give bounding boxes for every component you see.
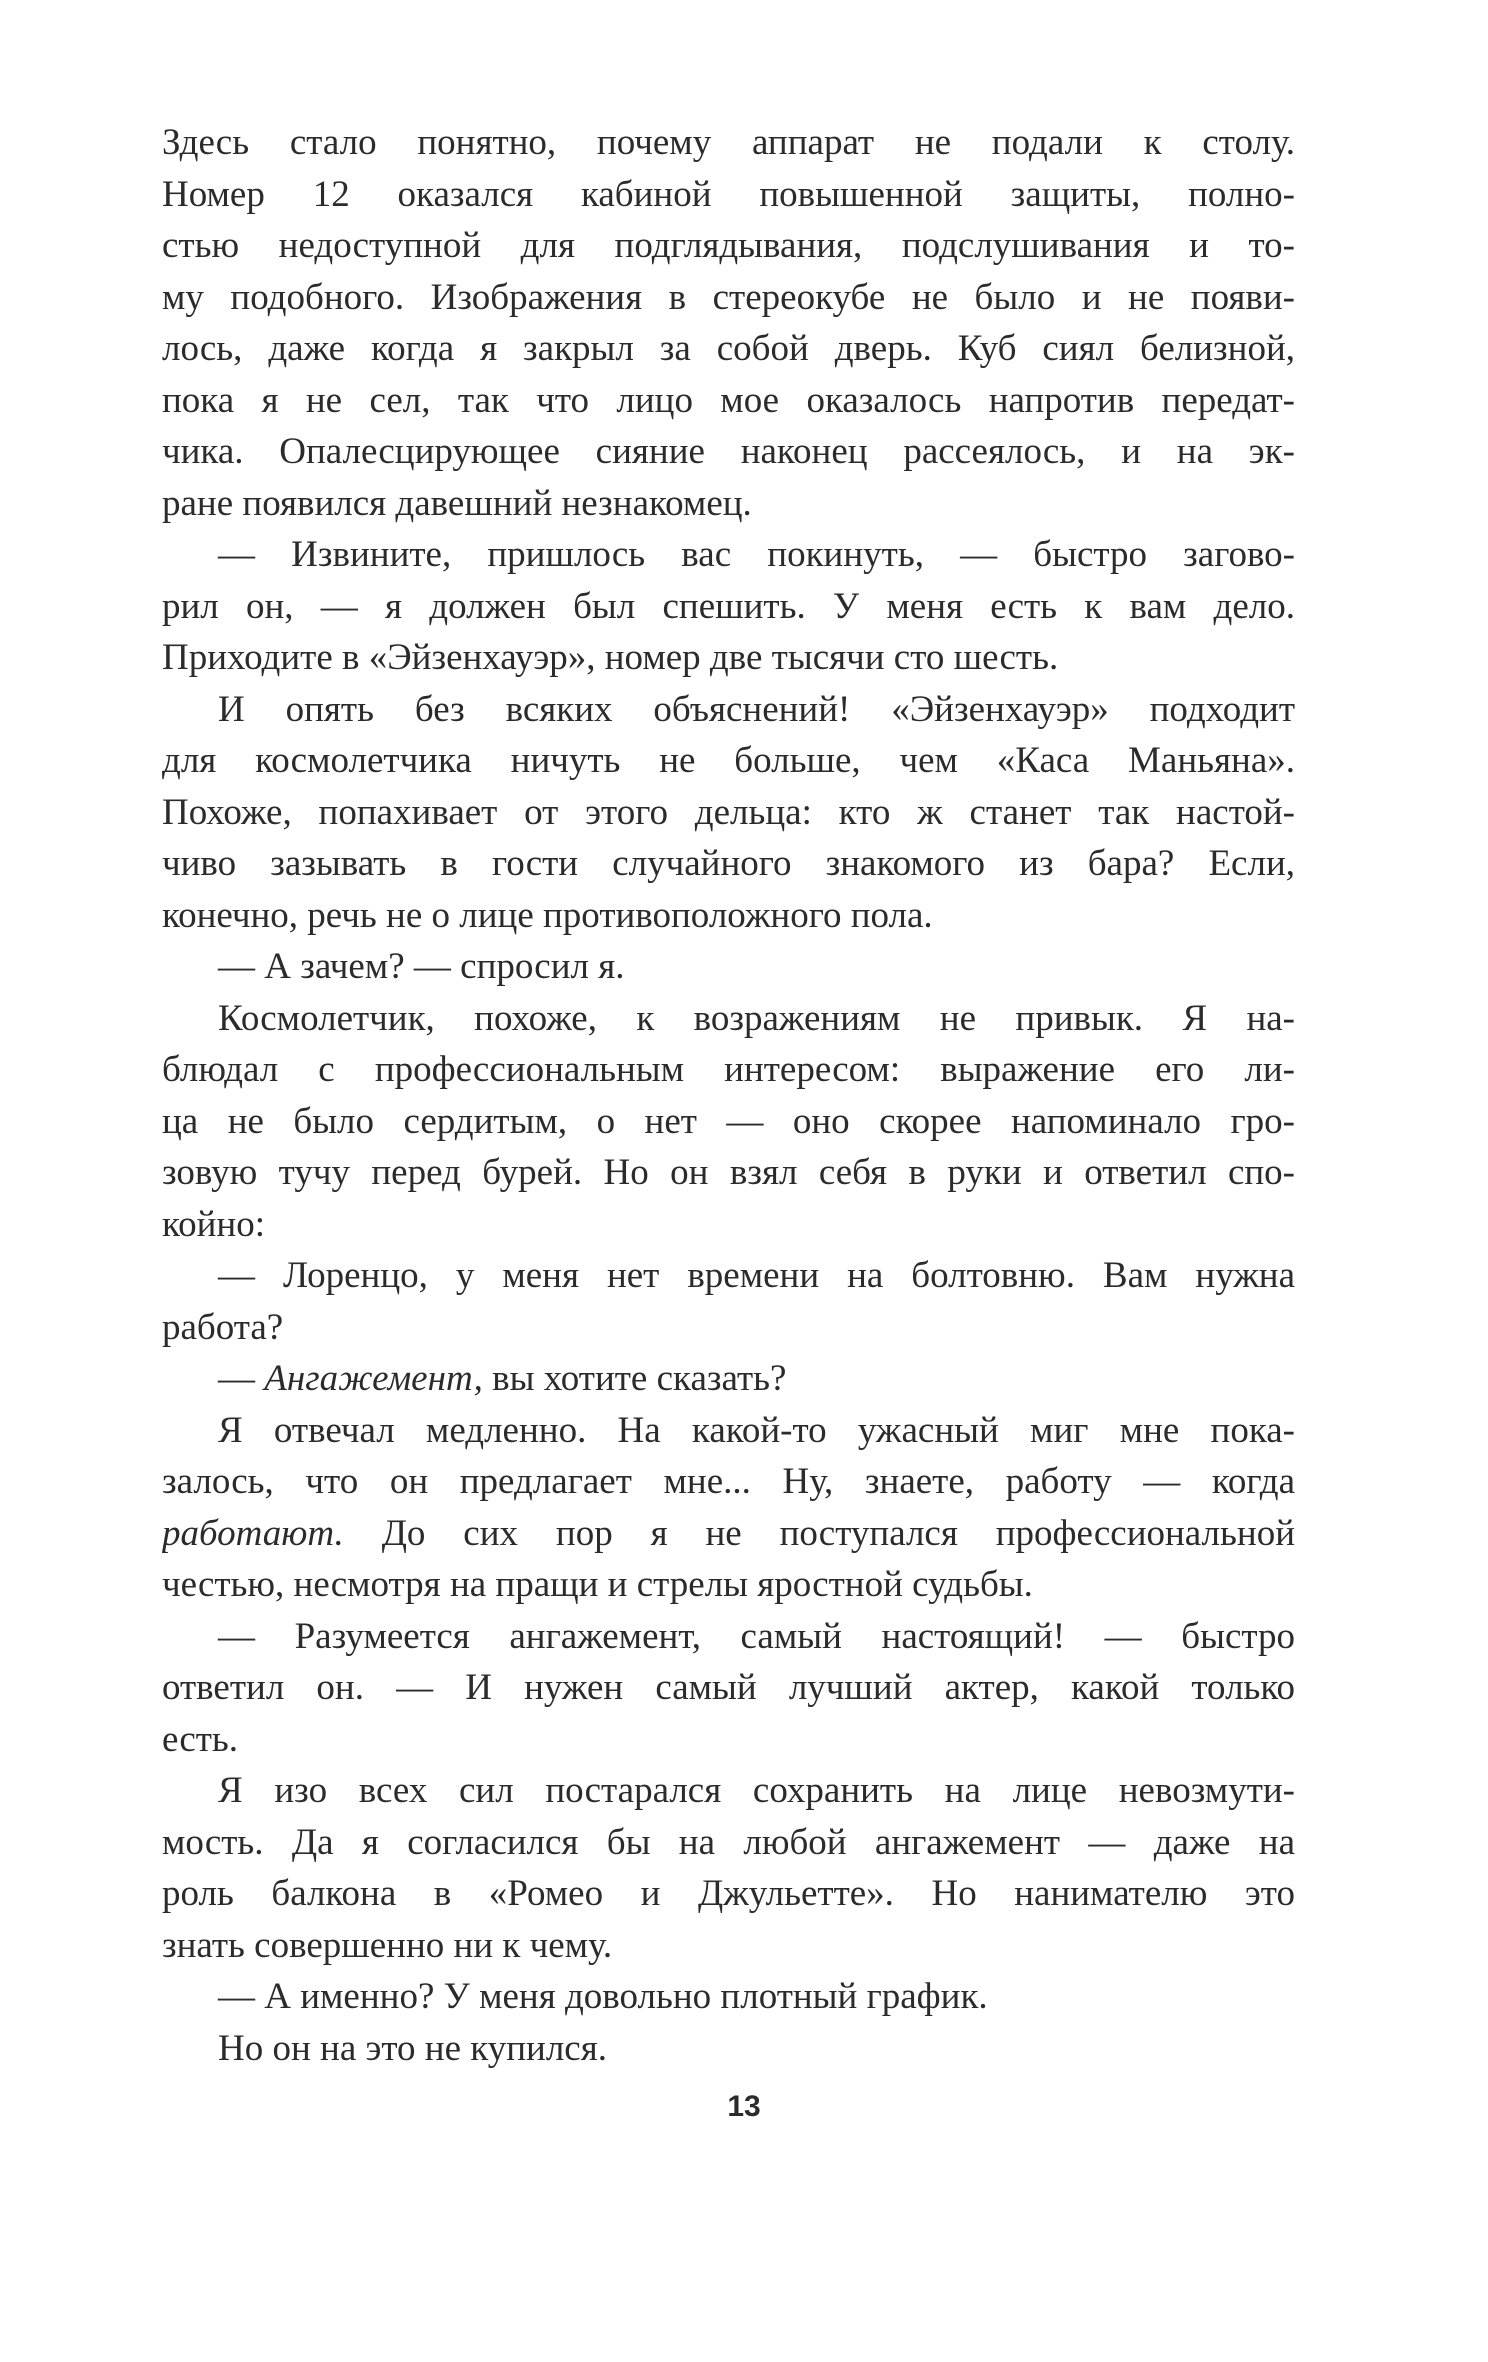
- paragraph: [162, 529, 1295, 684]
- emphasis: Ангажемент,: [264, 1358, 483, 1399]
- text-line: — Лоренцо, у меня нет времени на болтовню. Вам нужна: [218, 1255, 1295, 1296]
- text-line: конечно, речь не о лице противоположного пола.: [162, 894, 933, 936]
- text-line: Номер 12 оказался кабиной повышенной защиты, полно-: [162, 173, 1295, 215]
- text-block: [162, 117, 1295, 2074]
- paragraph: [162, 1611, 1295, 1766]
- text-line: — А зачем? — спросил я.: [218, 946, 625, 987]
- text-line: работают. До сих пор я не поступался профессиональной: [162, 1512, 1295, 1554]
- text-line: му подобного. Изображения в стереокубе не было и не появи-: [162, 276, 1295, 318]
- text-line: чиво зазывать в гости случайного знакомого из бара? Если,: [162, 843, 1295, 884]
- paragraph: [162, 1250, 1295, 1353]
- paragraph: [162, 1353, 1295, 1405]
- text-line: есть.: [162, 1718, 239, 1760]
- text-line: — Разумеется ангажемент, самый настоящий! — быстро: [218, 1615, 1295, 1657]
- text-line: Здесь стало понятно, почему аппарат не подали к столу.: [162, 122, 1295, 163]
- text-line: — Извините, пришлось вас покинуть, — быстро загово-: [218, 534, 1295, 575]
- paragraph: [162, 1971, 1295, 2023]
- text-line: Приходите в «Эйзенхауэр», номер две тысячи сто шесть.: [162, 637, 1059, 678]
- paragraph: [162, 993, 1295, 1251]
- paragraph: [162, 2023, 1295, 2075]
- text-line: лось, даже когда я закрыл за собой дверь. Куб сиял белизной,: [162, 328, 1295, 369]
- text-line: Похоже, попахивает от этого дельца: кто ж станет так настой-: [162, 791, 1295, 833]
- text-line: пока я не сел, так что лицо мое оказалось напротив передат-: [162, 379, 1295, 421]
- paragraph: [162, 941, 1295, 993]
- text-line: Но он на это не купился.: [218, 2027, 607, 2069]
- page-number: 13: [727, 2090, 761, 2123]
- text-line: И опять без всяких объяснений! «Эйзенхауэр» подходит: [218, 688, 1295, 730]
- text-line: Космолетчик, похоже, к возражениям не привык. Я на-: [218, 997, 1295, 1039]
- text-line: ца не было сердитым, о нет — оно скорее напоминало гро-: [162, 1100, 1295, 1142]
- text-line: Я изо всех сил постарался сохранить на лице невозмути-: [218, 1770, 1295, 1811]
- text-line: мость. Да я согласился бы на любой ангажемент — даже на: [162, 1821, 1295, 1863]
- text-line: рил он, — я должен был спешить. У меня есть к вам дело.: [162, 585, 1295, 627]
- text-line: для космолетчика ничуть не больше, чем «Каса Маньяна».: [162, 740, 1295, 781]
- text-line: — Ангажемент, вы хотите сказать?: [218, 1358, 787, 1399]
- paragraph: [162, 684, 1295, 942]
- text-line: зовую тучу перед бурей. Но он взял себя в руки и ответил спо-: [162, 1152, 1295, 1193]
- text-line: честью, несмотря на пращи и стрелы яростной судьбы.: [162, 1564, 1033, 1605]
- text-line: блюдал с профессиональным интересом: выражение его ли-: [162, 1049, 1295, 1090]
- text-line: — А именно? У меня довольно плотный график.: [218, 1976, 988, 2017]
- text-line: стью недоступной для подглядывания, подслушивания и то-: [162, 225, 1295, 266]
- text-line: Я отвечал медленно. На какой-то ужасный миг мне пока-: [218, 1409, 1295, 1451]
- text-line: койно:: [162, 1203, 265, 1245]
- paragraph: [162, 1765, 1295, 1971]
- text-line: чика. Опалесцирующее сияние наконец рассеялось, и на эк-: [162, 431, 1295, 472]
- text-line: работа?: [162, 1306, 284, 1348]
- paragraph: [162, 1405, 1295, 1611]
- paragraph: [162, 117, 1295, 529]
- text-line: роль балкона в «Ромео и Джульетте». Но нанимателю это: [162, 1873, 1295, 1914]
- text-line: знать совершенно ни к чему.: [162, 1924, 613, 1966]
- text-line: ране появился давешний незнакомец.: [162, 482, 752, 524]
- emphasis: работают.: [162, 1512, 344, 1554]
- text-line: залось, что он предлагает мне... Ну, знаете, работу — когда: [162, 1461, 1295, 1502]
- text-line: ответил он. — И нужен самый лучший актер, какой только: [162, 1667, 1295, 1708]
